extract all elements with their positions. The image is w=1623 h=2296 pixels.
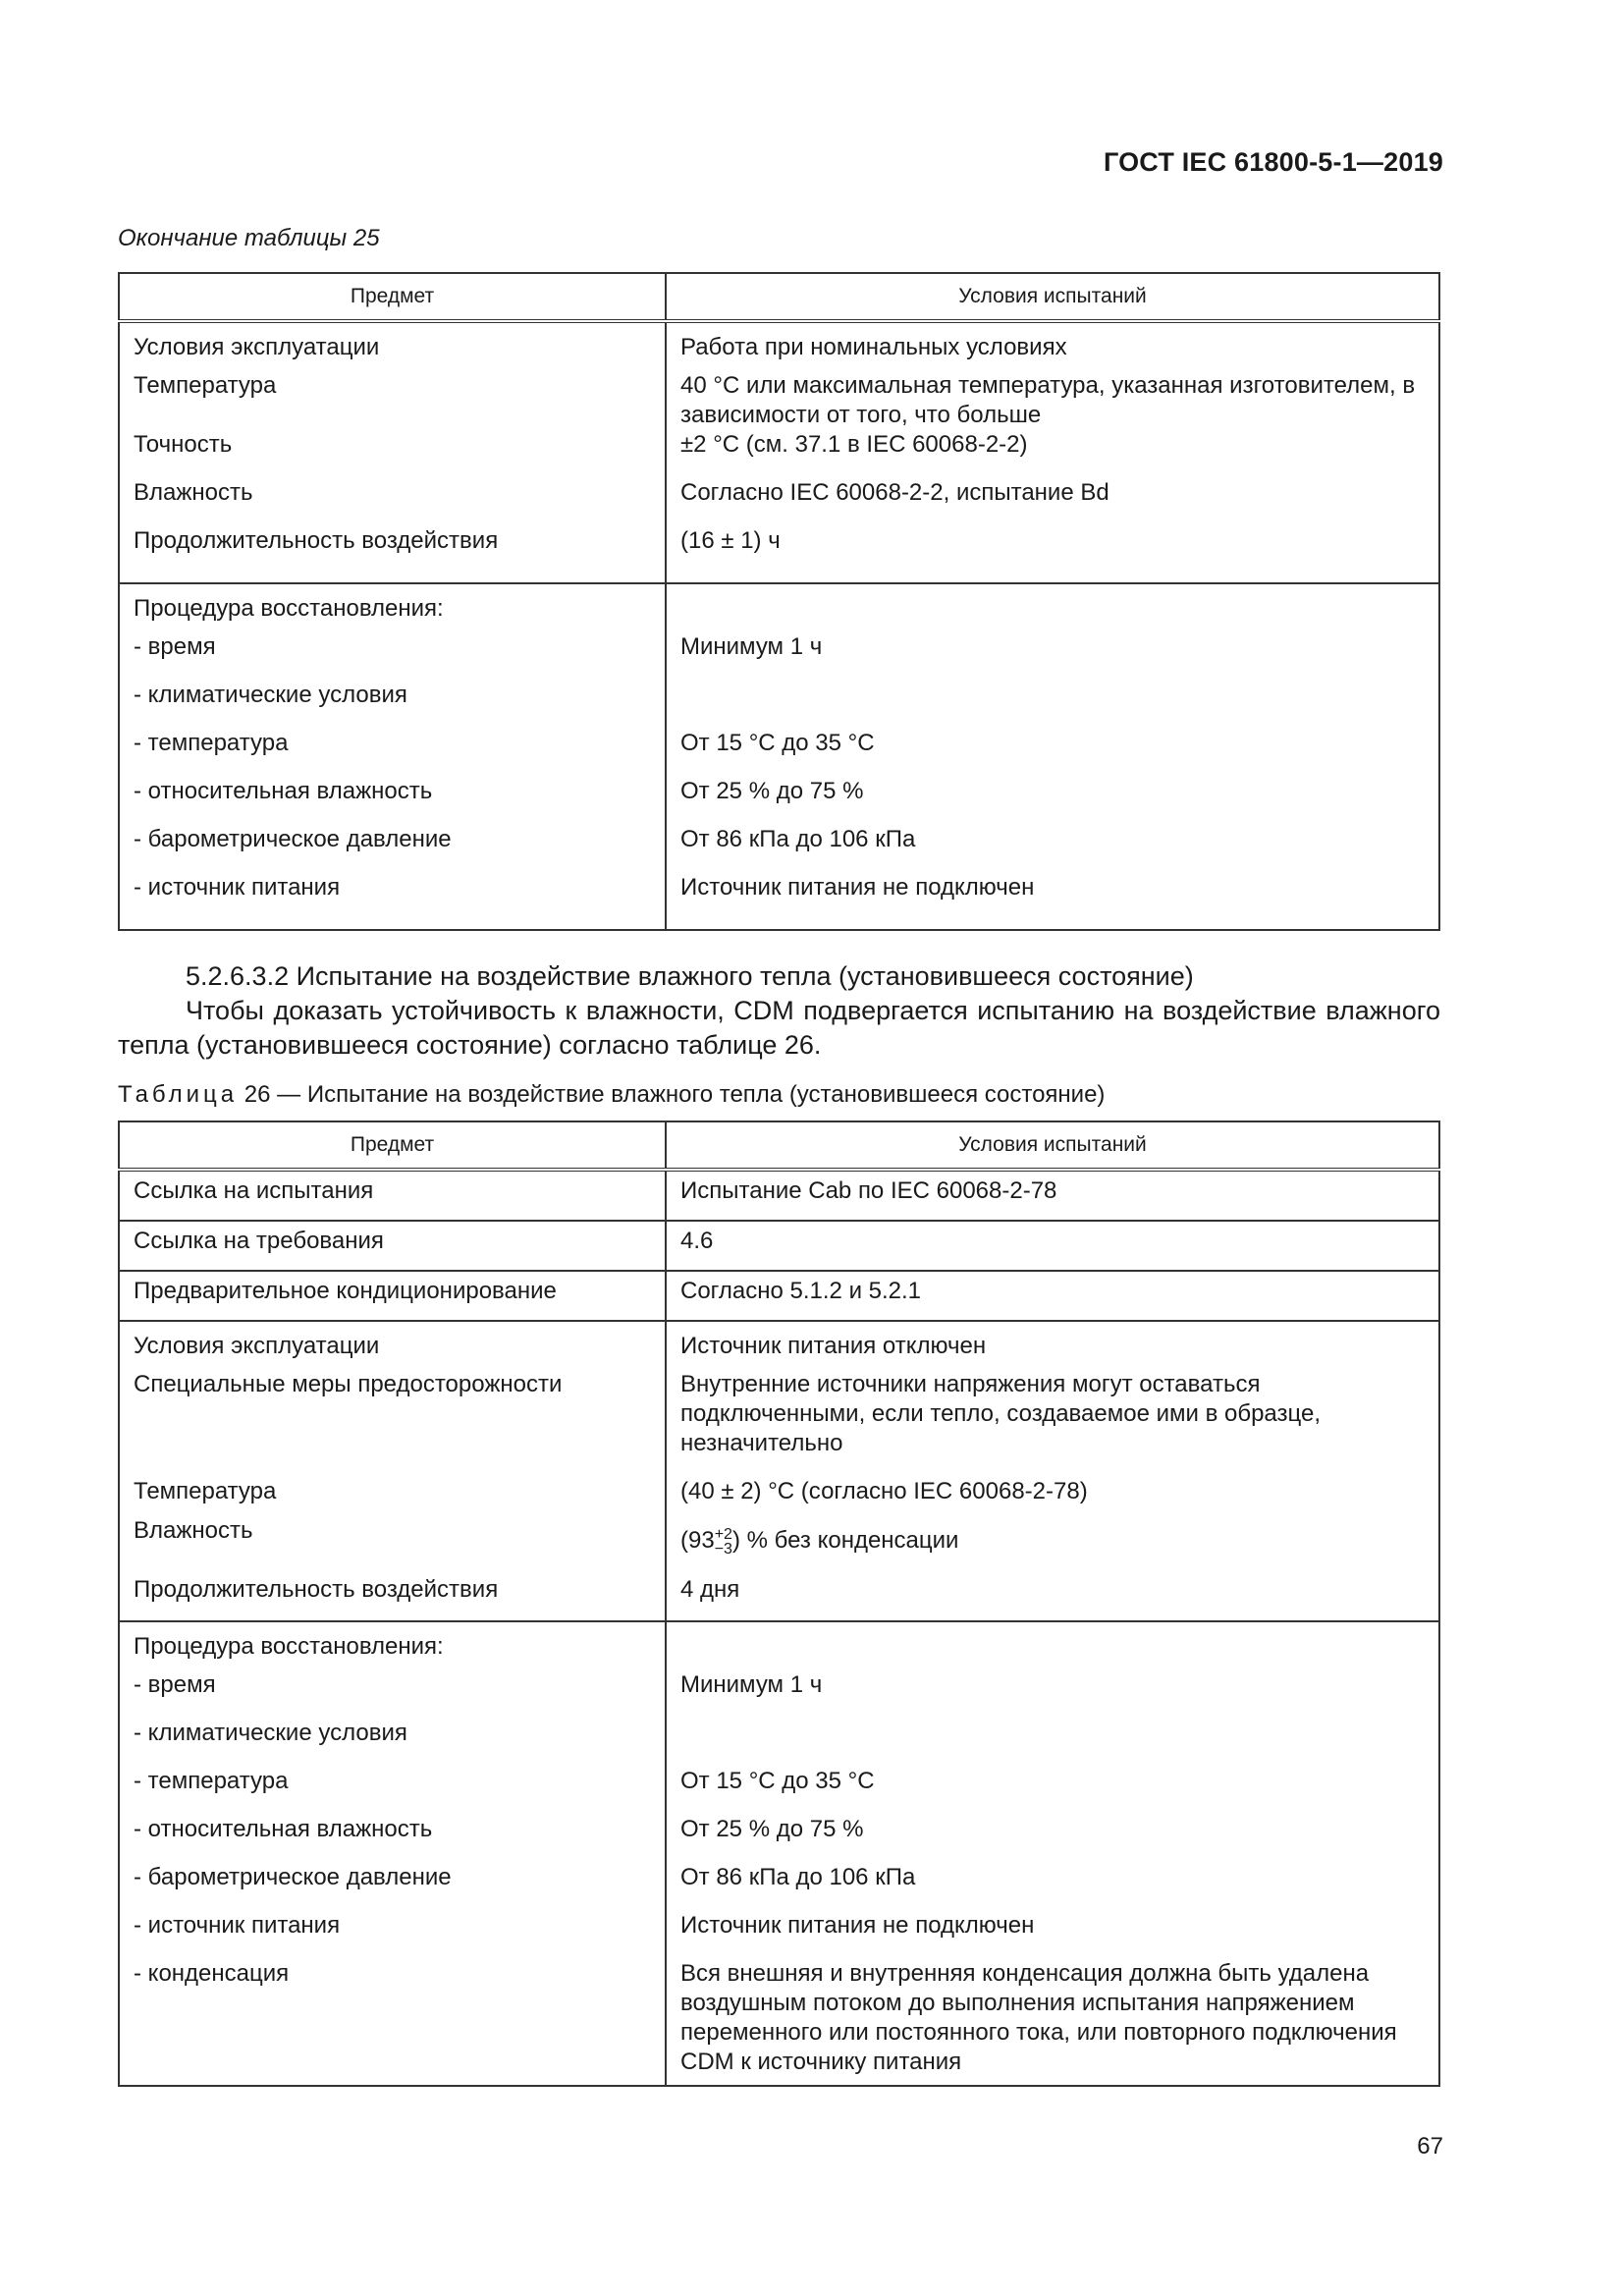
cell-condition: (16 ± 1) ч [666, 526, 1439, 583]
table-header-row [119, 273, 1439, 321]
cell-condition: Источник питания не подключен [666, 1911, 1439, 1959]
table-row [119, 478, 1439, 526]
table-row [119, 1516, 1439, 1575]
standard-designation: ГОСТ IEC 61800-5-1—2019 [1103, 147, 1443, 177]
table-row [119, 321, 1439, 371]
cell-subject: Ссылка на требования [119, 1221, 666, 1271]
table-26 [118, 1121, 1440, 2087]
cell-subject: Продолжительность воздействия [119, 1575, 666, 1621]
table-row [119, 1477, 1439, 1516]
table-row [119, 825, 1439, 873]
cell-condition: (40 ± 2) °C (согласно IEC 60068-2-78) [666, 1477, 1439, 1516]
cell-condition: Источник питания не подключен [666, 873, 1439, 930]
humidity-tolerance [715, 1527, 732, 1557]
table-row [119, 583, 1439, 632]
cell-subject: Ссылка на испытания [119, 1170, 666, 1221]
cell-condition [666, 1516, 1439, 1575]
cell-subject: - источник питания [119, 1911, 666, 1959]
cell-subject: Температура [119, 1477, 666, 1516]
cell-subject: Специальные меры предосторожности [119, 1370, 666, 1477]
cell-condition [666, 681, 1439, 729]
cell-subject: - источник питания [119, 873, 666, 930]
cell-subject: - время [119, 632, 666, 681]
cell-condition: От 25 % до 75 % [666, 1815, 1439, 1863]
column-header-subject: Предмет [119, 273, 666, 321]
table-row [119, 430, 1439, 478]
page-number: 67 [1417, 2133, 1443, 2159]
section-body: Чтобы доказать устойчивость к влажности, CDM подвергается испытанию на воздействие влажного тепла (установившееся состояние) согласно таблице 26. [118, 996, 1440, 1060]
table-row [119, 1271, 1439, 1321]
table-row [119, 1767, 1439, 1815]
table-26-caption [118, 1081, 1105, 1109]
cell-subject: - время [119, 1670, 666, 1719]
cell-subject: Влажность [119, 1516, 666, 1575]
table-row [119, 873, 1439, 930]
cell-subject: - температура [119, 729, 666, 777]
cell-condition: Минимум 1 ч [666, 632, 1439, 681]
table-row [119, 1719, 1439, 1767]
cell-condition: Вся внешняя и внутренняя конденсация должна быть удалена воздушным потоком до выполнения испытания напряжением переменного или постоянного тока, или повторного подключения CDM к источнику питания [666, 1959, 1439, 2086]
cell-subject: - климатические условия [119, 681, 666, 729]
cell-subject: - климатические условия [119, 1719, 666, 1767]
cell-subject: - барометрическое давление [119, 1863, 666, 1911]
table-row [119, 777, 1439, 825]
cell-subject: Условия эксплуатации [119, 1321, 666, 1370]
table-row [119, 526, 1439, 583]
cell-subject: Температура [119, 371, 666, 430]
cell-subject: - барометрическое давление [119, 825, 666, 873]
table-title: 26 — Испытание на воздействие влажного тепла (установившееся состояние) [243, 1081, 1106, 1108]
cell-subject: - относительная влажность [119, 777, 666, 825]
column-header-conditions: Условия испытаний [666, 1121, 1439, 1170]
cell-condition [666, 1719, 1439, 1767]
table-row [119, 1670, 1439, 1719]
table-row [119, 371, 1439, 430]
cell-condition: Работа при номинальных условиях [666, 321, 1439, 371]
section-heading: 5.2.6.3.2 Испытание на воздействие влажного тепла (установившееся состояние) [186, 961, 1194, 991]
humidity-tolerance-upper: +2 [714, 1525, 732, 1543]
cell-condition: От 86 кПа до 106 кПа [666, 1863, 1439, 1911]
table-row [119, 1221, 1439, 1271]
cell-subject: - конденсация [119, 1959, 666, 2086]
table-header-row [119, 1121, 1439, 1170]
table-row [119, 1863, 1439, 1911]
cell-condition: 4.6 [666, 1221, 1439, 1271]
cell-subject: Предварительное кондиционирование [119, 1271, 666, 1321]
cell-subject: Процедура восстановления: [119, 583, 666, 632]
cell-subject: Процедура восстановления: [119, 1621, 666, 1670]
cell-condition: 4 дня [666, 1575, 1439, 1621]
table-row [119, 1621, 1439, 1670]
table-row [119, 1321, 1439, 1370]
table-row [119, 1170, 1439, 1221]
column-header-conditions: Условия испытаний [666, 273, 1439, 321]
humidity-tolerance-lower: −3 [714, 1540, 732, 1558]
table-row [119, 1959, 1439, 2086]
table-row [119, 1575, 1439, 1621]
cell-condition [666, 1621, 1439, 1670]
table-label: Таблица [118, 1081, 239, 1108]
table-row [119, 729, 1439, 777]
cell-condition: Согласно 5.1.2 и 5.2.1 [666, 1271, 1439, 1321]
cell-subject: Условия эксплуатации [119, 321, 666, 371]
cell-subject: - относительная влажность [119, 1815, 666, 1863]
cell-condition [666, 583, 1439, 632]
table-25-continuation-caption: Окончание таблицы 25 [118, 225, 380, 251]
table-row [119, 1911, 1439, 1959]
humidity-tail: ) % без конденсации [731, 1527, 959, 1554]
table-row [119, 1370, 1439, 1477]
cell-condition: Испытание Cab по IEC 60068-2-78 [666, 1170, 1439, 1221]
table-row [119, 632, 1439, 681]
cell-condition: Источник питания отключен [666, 1321, 1439, 1370]
cell-condition: ±2 °C (см. 37.1 в IEC 60068-2-2) [666, 430, 1439, 478]
cell-subject: Влажность [119, 478, 666, 526]
cell-condition: Минимум 1 ч [666, 1670, 1439, 1719]
table-row [119, 1815, 1439, 1863]
cell-condition: От 25 % до 75 % [666, 777, 1439, 825]
cell-subject: - температура [119, 1767, 666, 1815]
cell-condition: Внутренние источники напряжения могут оставаться подключенными, если тепло, создаваемое ими в образце, незначительно [666, 1370, 1439, 1477]
column-header-subject: Предмет [119, 1121, 666, 1170]
cell-condition: Согласно IEC 60068-2-2, испытание Bd [666, 478, 1439, 526]
cell-subject: Продолжительность воздействия [119, 526, 666, 583]
humidity-base: (93 [680, 1527, 715, 1554]
table-row [119, 681, 1439, 729]
cell-condition: От 15 °C до 35 °C [666, 1767, 1439, 1815]
table-25 [118, 272, 1440, 931]
cell-subject: Точность [119, 430, 666, 478]
cell-condition: От 86 кПа до 106 кПа [666, 825, 1439, 873]
cell-condition: От 15 °C до 35 °C [666, 729, 1439, 777]
cell-condition: 40 °C или максимальная температура, указанная изготовителем, в зависимости от того, что больше [666, 371, 1439, 430]
